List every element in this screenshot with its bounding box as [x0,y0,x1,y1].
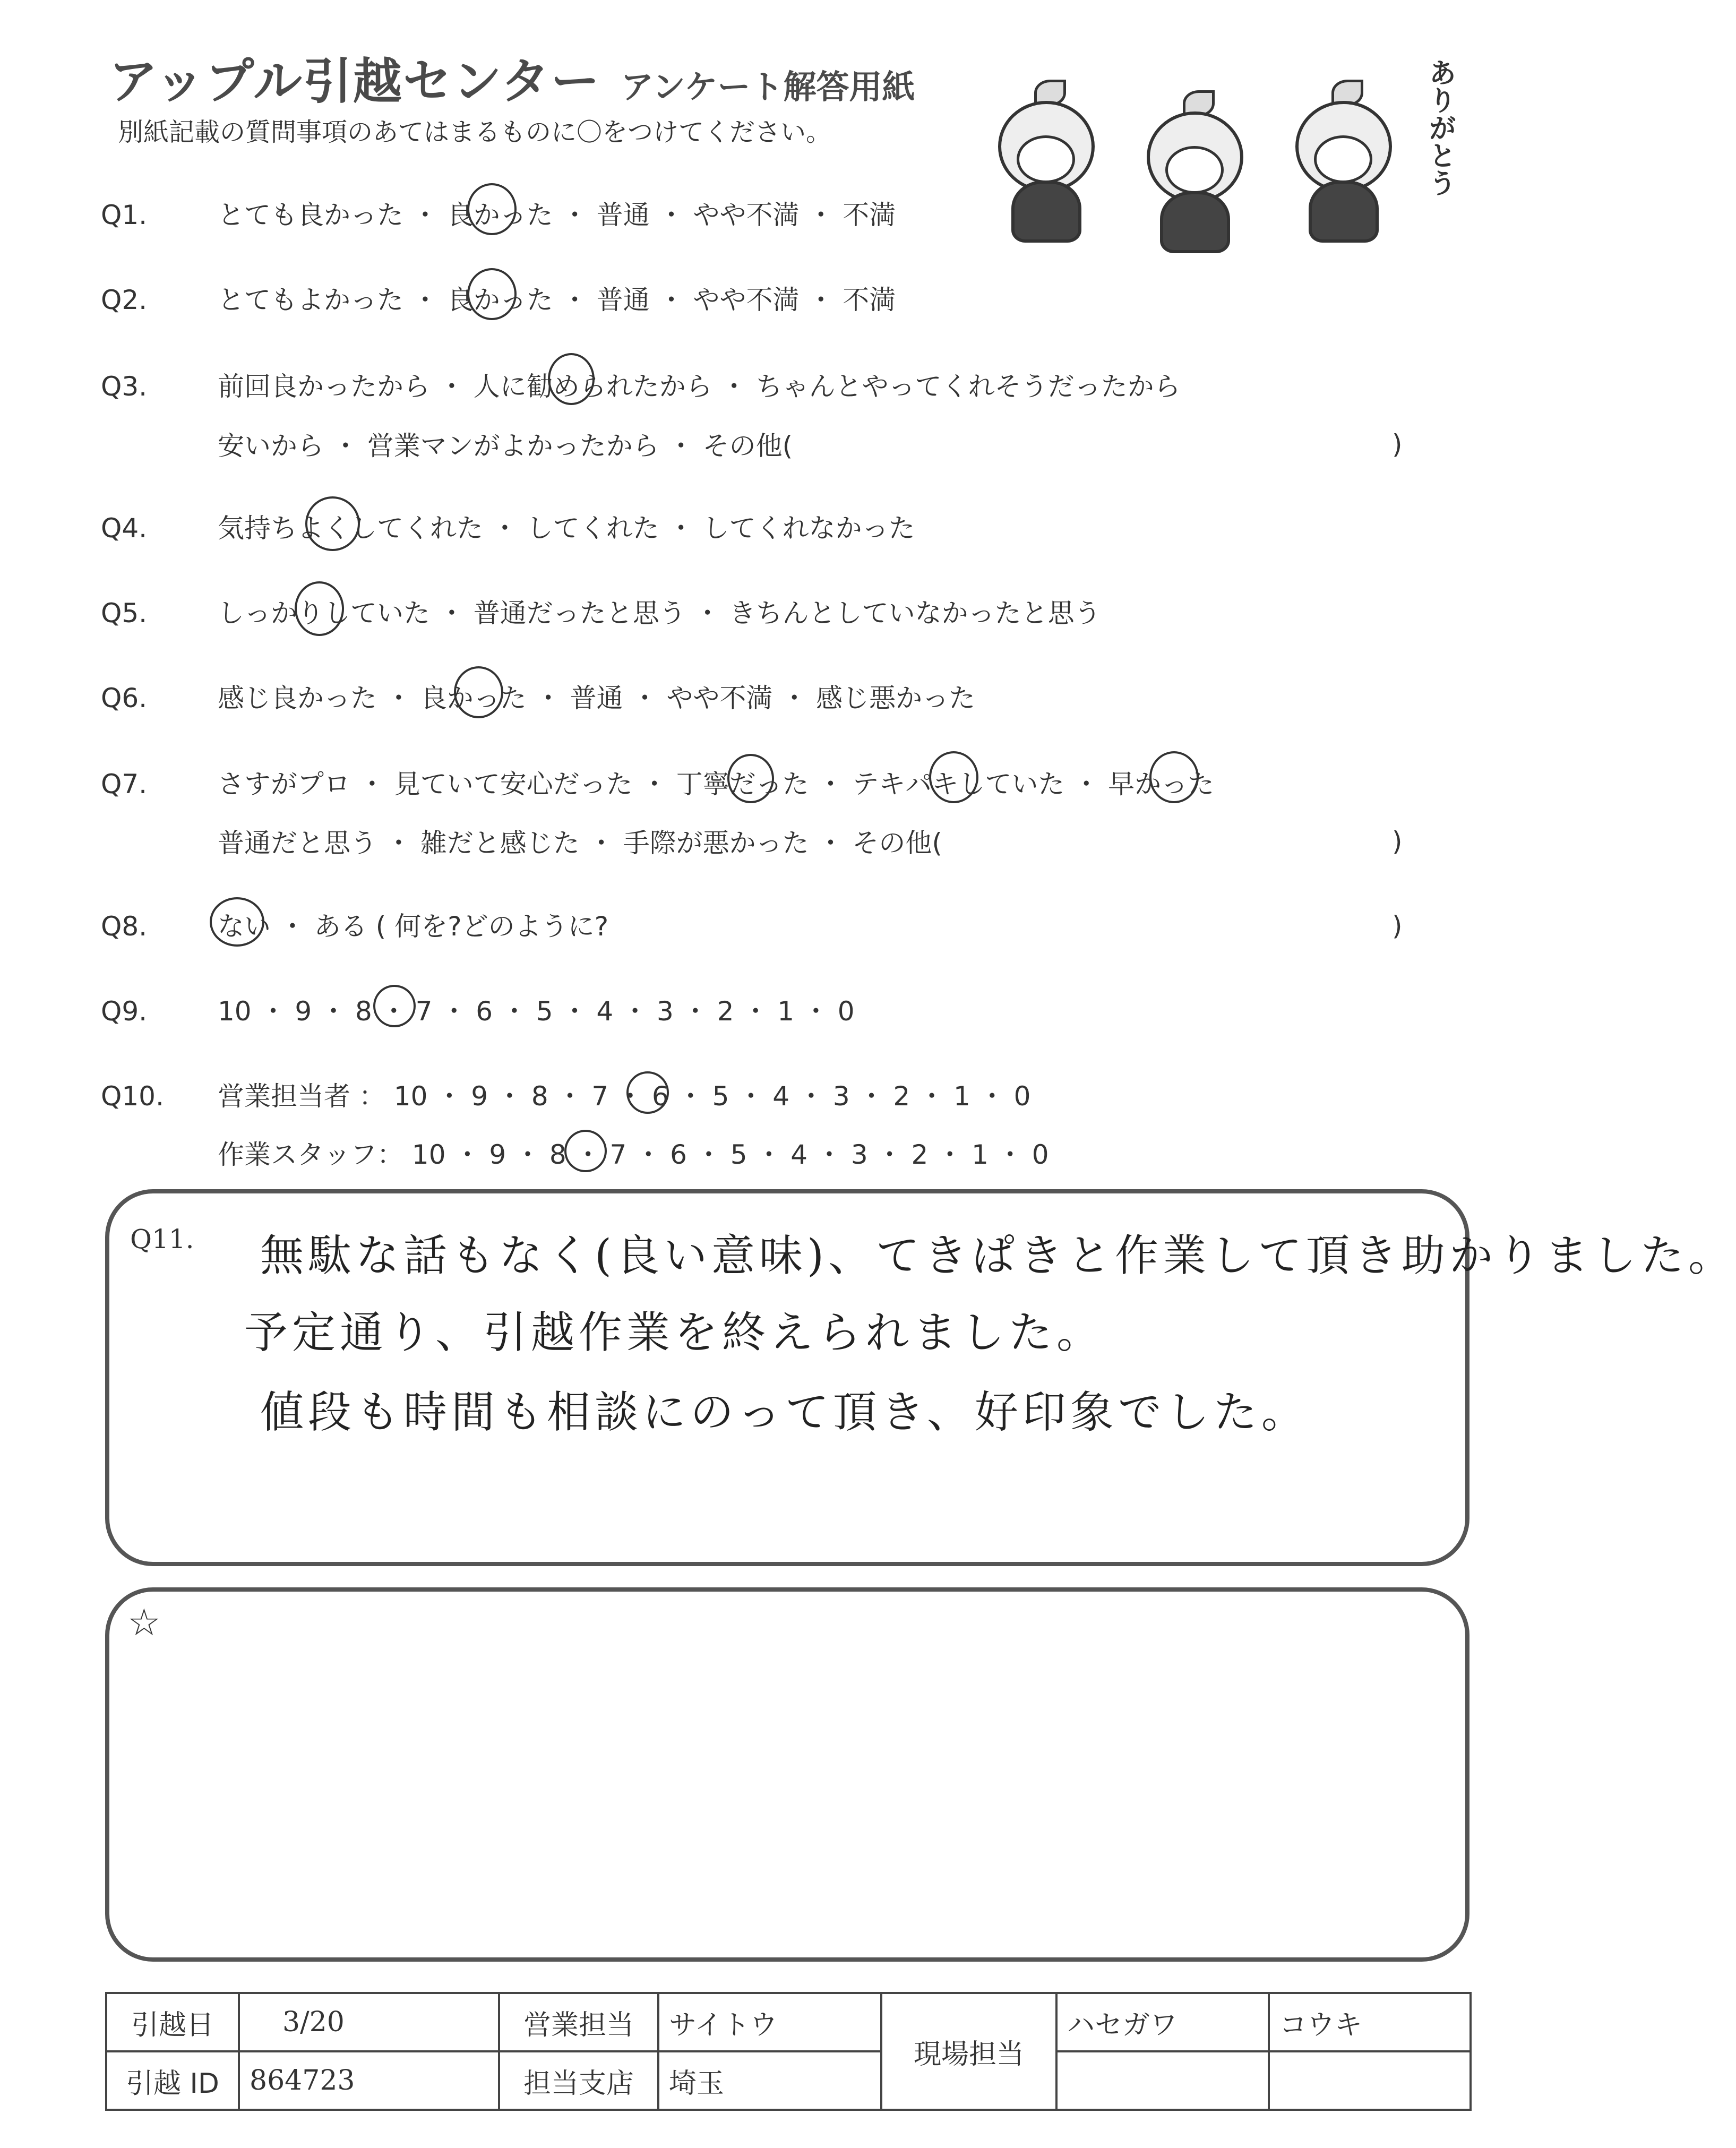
star-icon: ☆ [127,1601,161,1644]
site-rep-value: コウキ [1269,1993,1471,2051]
monkey-icon [1290,80,1391,239]
answer-circle [305,496,360,551]
sales-rep-value: サイトウ [658,1993,881,2051]
question-number: Q5. [101,598,148,629]
thanks-text: ありがとう [1424,58,1456,196]
answer-options-line2: 普通だと思う ・ 雑だと感じた ・ 手際が悪かった ・ その他( [218,828,942,858]
question-6 [101,677,975,715]
question-number: Q8. [101,911,148,942]
branch-label: 担当支店 [499,2051,658,2110]
q11-label: Q11. [130,1224,194,1255]
question-9 [101,990,855,1028]
move-info-table [105,1992,1472,2111]
answer-circle [467,183,517,235]
close-paren: ) [1392,910,1403,941]
form-title [109,42,915,113]
answer-circle [929,751,978,803]
company-name: アップル引越センター [109,53,601,110]
question-number: Q7. [101,769,148,800]
staff-label: 作業スタッフ： [218,1139,403,1170]
mascot-illustration [987,48,1465,250]
question-3 [101,365,1181,403]
question-number: Q2. [101,285,148,315]
question-number: Q6. [101,683,148,714]
answer-circle [548,353,595,405]
close-paren: ) [1392,429,1403,460]
branch-value: 埼玉 [658,2051,881,2110]
handwritten-comment-line: 無駄な話もなく(良い意味)、てきぱきと作業して頂き助かりました。 [260,1231,1736,1281]
site-rep-empty-cell [1269,2051,1471,2110]
question-4 [101,507,915,545]
question-number: Q9. [101,996,148,1027]
sales-rep-label: 営業担当者 ： [218,1081,385,1112]
site-rep-label: 現場担当 [881,1993,1056,2110]
answer-circle [467,268,517,320]
sales-rep-label: 営業担当 [499,1993,658,2051]
answer-circle [373,985,416,1027]
answer-circle [295,581,344,636]
answer-options: とてもよかった ・ 良かった ・ 普通 ・ やや不満 ・ 不満 [218,285,896,315]
move-date-label: 引越日 [106,1993,239,2051]
answer-options: さすがプロ ・ 見ていて安心だった ・ 丁寧だった ・ テキパキしていた ・ 早かった [218,769,1215,800]
monkey-icon [1141,90,1242,250]
handwritten-comment-line: 予定通り、引越作業を終えられました。 [244,1308,1105,1358]
answer-options: 感じ良かった ・ 良かった ・ 普通 ・ やや不満 ・ 感じ悪かった [218,683,976,714]
answer-options: 前回良かったから ・ 人に勧められたから ・ ちゃんとやってくれそうだったから [218,371,1181,402]
question-number: Q10. [101,1081,164,1112]
site-rep-value: ハセガワ [1056,1993,1269,2051]
score-scale: 10 ・ 9 ・ 8 ・ 7 ・ 6 ・ 5 ・ 4 ・ 3 ・ 2 ・ 1 ・ 0 [393,1081,1031,1112]
form-subtitle: アンケート解答用紙 [621,67,915,106]
move-id-value: 864723 [239,2051,499,2110]
answer-circle [210,897,264,947]
answer-circle [454,666,503,718]
answer-circle [1149,751,1199,803]
answer-circle [626,1071,669,1114]
handwritten-comment-line: 値段も時間も相談にのって頂き、好印象でした。 [260,1387,1309,1438]
move-date-value: 3/20 [239,1993,499,2051]
question-8 [101,905,608,943]
answer-options-line2: 安いから ・ 営業マンがよかったから ・ その他( [218,431,793,461]
instruction-text: 別紙記載の質問事項のあてはまるものに〇をつけてください。 [118,117,832,147]
close-paren: ) [1392,826,1403,857]
move-id-label: 引越 ID [106,2051,239,2110]
question-number: Q4. [101,513,148,544]
answer-circle [727,754,774,803]
question-number: Q1. [101,200,148,230]
question-number: Q3. [101,371,148,402]
free-comment-box [105,1587,1469,1962]
answer-options: しっかりしていた ・ 普通だったと思う ・ きちんとしていなかったと思う [218,598,1101,629]
answer-options: ない ・ ある ( 何を?どのように? [218,911,609,942]
score-scale: 10 ・ 9 ・ 8 ・ 7 ・ 6 ・ 5 ・ 4 ・ 3 ・ 2 ・ 1 ・ 0 [218,996,855,1027]
staff-score-row [218,1133,1049,1172]
question-5 [101,592,1101,630]
answer-circle [564,1130,607,1172]
monkey-icon [993,80,1094,239]
question-7 [101,763,1214,801]
site-rep-empty-cell [1056,2051,1269,2110]
answer-options: 気持ちよくしてくれた ・ してくれた ・ してくれなかった [218,513,915,544]
score-scale: 10 ・ 9 ・ 8 ・ 7 ・ 6 ・ 5 ・ 4 ・ 3 ・ 2 ・ 1 ・ 0 [411,1139,1049,1170]
question-10 [101,1075,1030,1113]
answer-options: とても良かった ・ 良かった ・ 普通 ・ やや不満 ・ 不満 [218,200,896,230]
